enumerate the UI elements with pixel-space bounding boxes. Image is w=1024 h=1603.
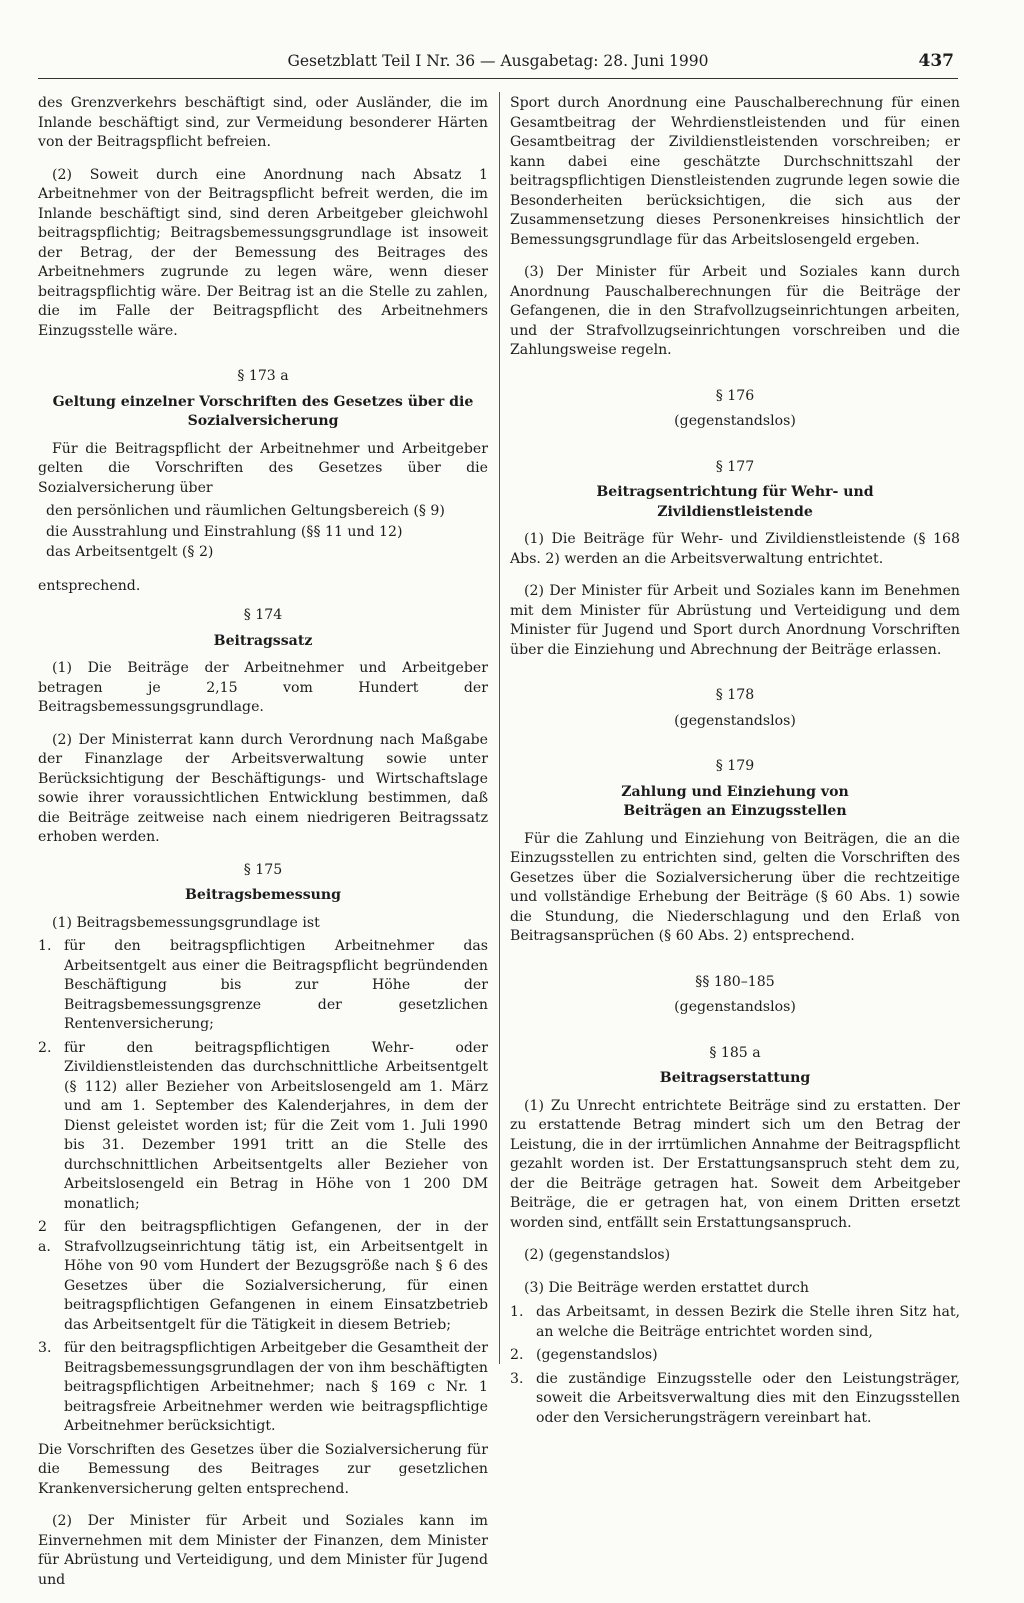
paragraph: (2) Der Ministerrat kann durch Verordnung nach Maßgabe der Finanzlage der Arbeitsverwaltung sowie unter Berücksichtigung der Beschäftigungs- und Wirtschaftslage sowie ihrer voraussichtlichen Entwicklung bestimmen, daß die Beiträge zeitweise nach einem niedrigeren Beitragssatz erhoben werden.	[38, 731, 488, 845]
item-text: das Arbeitsamt, in dessen Bezirk die Stelle ihren Sitz hat, an welche die Beiträge entrichtet worden sind,	[536, 1304, 960, 1340]
paragraph: (3) Der Minister für Arbeit und Soziales kann durch Anordnung Pauschalberechnungen für die Beiträge der Gefangenen, die in den Strafvollzugseinrichtungen arbeiten, und der Strafvollzugseinrichtungen vorschreiben und die Zahlungsweise regeln.	[510, 264, 960, 358]
page-number: 437	[918, 51, 954, 71]
gazette-title: Gesetzblatt Teil I Nr. 36 — Ausgabetag: 28. Juni 1990	[287, 52, 709, 70]
paragraph: Sport durch Anordnung eine Pauschalberechnung für einen Gesamtbeitrag der Wehrdienstleistenden und für einen Gesamtbeitrag der Zivildienstleistenden vorschreiben; er kann dabei eine geschätzte Durchschnittszahl der beitragspflichtigen Dienstleistenden zugrunde legen sowie die Besonderheiten berücksichtigen, die sich aus der Zusammensetzung dieses Personenkreises hinsichtlich der Bemessungsgrundlage für das Arbeitslosengeld ergeben.	[510, 95, 960, 248]
item-text: für den beitragspflichtigen Arbeitgeber die Gesamtheit der Beitragsbemessungsgrundlagen der von ihm beschäftigten beitragspflichtigen Arbeitnehmer; nach § 169 c Nr. 1 beitragsfreie Arbeitnehmer werden wie beitragspflichtige Arbeitnehmer berücksichtigt.	[64, 1340, 488, 1434]
paragraph: des Grenzverkehrs beschäftigt sind, oder Ausländer, die im Inlande beschäftigt sind, zur Vermeidung besonderer Härten von der Beitragspflicht befreien.	[38, 95, 488, 150]
item-number: 1.	[38, 938, 52, 954]
list-item: den persönlichen und räumlichen Geltungsbereich (§ 9)	[46, 503, 445, 519]
paragraph: (2) Der Minister für Arbeit und Soziales kann im Einvernehmen mit dem Minister der Finanzen, dem Minister für Abrüstung und Verteidigung, und dem Minister für Jugend und	[38, 1513, 488, 1588]
paragraph: (2) (gegenstandslos)	[524, 1247, 671, 1263]
section-status: (gegenstandslos)	[674, 999, 796, 1015]
section-number: § 178	[715, 687, 755, 703]
list-item	[38, 1039, 488, 1215]
paragraph: entsprechend.	[38, 577, 141, 594]
paragraph: (2) Der Minister für Arbeit und Soziales kann im Benehmen mit dem Minister für Abrüstung und Verteidigung und dem Minister für Jugend und Sport durch Anordnung Vorschriften über die Einziehung und Abrechnung der Beiträge erlassen.	[510, 583, 960, 658]
paragraph: (1) Die Beiträge für Wehr- und Zivildienstleistende (§ 168 Abs. 2) werden an die Arbeitsverwaltung entrichtet.	[510, 531, 960, 567]
section-title: Zahlung und Einziehung von Beiträgen an Einzugsstellen	[621, 783, 849, 819]
left-column	[38, 94, 488, 1603]
section-title: Geltung einzelner Vorschriften des Gesetzes über die Sozialversicherung	[52, 393, 474, 429]
paragraph: Die Vorschriften des Gesetzes über die Sozialversicherung für die Bemessung des Beitrages zur gesetzlichen Krankenversicherung gelten entsprechend.	[38, 1441, 488, 1497]
section-number: § 173 a	[237, 368, 289, 384]
section-title: Beitragserstattung	[659, 1070, 811, 1086]
section-number: § 175	[243, 861, 283, 878]
item-number: 1.	[510, 1304, 524, 1320]
paragraph: (3) Die Beiträge werden erstattet durch	[524, 1279, 809, 1296]
section-number: § 177	[715, 458, 755, 475]
section-title: Beitragsentrichtung für Wehr- und Zivildienstleistende	[596, 484, 874, 520]
list-item	[510, 1346, 960, 1366]
paragraph: (1) Zu Unrecht entrichtete Beiträge sind zu erstatten. Der zu erstattende Betrag mindert sich um den Betrag der Leistung, die in der irrtümlichen Annahme der Beitragspflicht gezahlt worden ist. Der Erstattungsanspruch steht dem zu, der die Beiträge getragen hat. Soweit dem Arbeitgeber Beiträge, die er getragen hat, von einem Dritten ersetzt worden sind, entfällt sein Erstattungsanspruch.	[510, 1097, 960, 1231]
item-number: 3.	[38, 1340, 52, 1356]
section-status: (gegenstandslos)	[674, 413, 796, 429]
section-number: § 179	[715, 758, 755, 774]
section-number: §§ 180–185	[695, 973, 775, 990]
section-number: § 174	[243, 607, 283, 623]
section-number: § 185 a	[709, 1044, 761, 1061]
section-title: Beitragssatz	[213, 632, 313, 649]
item-text: die zuständige Einzugsstelle oder den Leistungsträger, soweit die Arbeitsverwaltung dies mit den Einzugsstellen oder den Versicherungsträgern vereinbart hat.	[536, 1370, 960, 1426]
list-item	[510, 1370, 960, 1429]
list-item	[38, 937, 488, 1035]
section-title: Beitragsbemessung	[184, 887, 341, 903]
paragraph: Für die Zahlung und Einziehung von Beiträgen, die an die Einzugsstellen zu entrichten sind, gelten die Vorschriften des Gesetzes über die Sozialversicherung über die rechtzeitige und vollständige Erhebung der Beiträge (§ 60 Abs. 1) sowie die Stundung, die Niederschlagung und den Erlaß von Beitragsansprüchen (§ 60 Abs. 2) entsprechend.	[510, 830, 960, 944]
item-text: für den beitragspflichtigen Wehr- oder Zivildienstleistenden das durchschnittliche Arbeitsentgelt (§ 112) aller Bezieher von Arbeitslosengeld am 1. März und am 1. September des Kalenderjahres, in dem der Dienst geleistet worden ist; für die Zeit vom 1. Juli 1990 bis 31. Dezember 1991 tritt an die Stelle des durchschnittlichen Arbeitsentgelts aller Bezieher von Arbeitslosengeld ein Betrag in Höhe von 1 200 DM monatlich;	[64, 1039, 488, 1212]
item-text: (gegenstandslos)	[536, 1347, 658, 1363]
item-number: 3.	[510, 1370, 524, 1387]
item-text: für den beitragspflichtigen Arbeitnehmer das Arbeitsentgelt aus einer die Beitragspflicht begründenden Beschäftigung bis zur Höhe der Beitragsbemessungsgrenze der gesetzlichen Rentenversicherung;	[64, 938, 488, 1032]
page-header	[38, 50, 958, 79]
item-text: für den beitragspflichtigen Gefangenen, der in der Strafvollzugseinrichtung tätig ist, ein Arbeitsentgelt in Höhe von 90 vom Hundert der Bezugsgröße nach § 6 des Gesetzes über die Sozialversicherung, für einen beitragspflichtigen Gefangenen in einem Einsatzbetrieb das Arbeitsentgelt für die Tätigkeit in diesem Betrieb;	[64, 1219, 488, 1333]
section-number: § 176	[715, 387, 755, 404]
list-item	[38, 1339, 488, 1437]
paragraph: (2) Soweit durch eine Anordnung nach Absatz 1 Arbeitnehmer von der Beitragspflicht befreit werden, die im Inlande beschäftigt sind, sind deren Arbeitgeber gleichwohl beitragspflichtig; Beitragsbemessungsgrundlage ist insoweit der Betrag, der der Bemessung des Beitrages des Arbeitnehmers zugrunde zu legen wäre, wenn dieser beitragspflichtig wäre. Der Beitrag ist an die Stelle zu zahlen, die im Falle der Beitragspflicht des Arbeitnehmers Einzugsstelle wäre.	[38, 166, 488, 339]
paragraph: Für die Beitragspflicht der Arbeitnehmer und Arbeitgeber gelten die Vorschriften des Gesetzes über die Sozialversicherung über	[38, 440, 488, 496]
column-divider	[499, 92, 500, 1364]
right-column	[510, 94, 960, 1432]
list-item	[38, 1218, 488, 1335]
item-number: 2.	[510, 1347, 524, 1363]
list-item: das Arbeitsentgelt (§ 2)	[46, 544, 214, 560]
item-number: 2 a.	[38, 1219, 51, 1255]
section-status: (gegenstandslos)	[674, 712, 796, 729]
list-item: die Ausstrahlung und Einstrahlung (§§ 11 und 12)	[46, 523, 403, 540]
list-item	[510, 1303, 960, 1342]
paragraph: (1) Die Beiträge der Arbeitnehmer und Arbeitgeber betragen je 2,15 vom Hundert der Beitragsbemessungsgrundlage.	[38, 660, 488, 715]
item-number: 2.	[38, 1039, 52, 1056]
paragraph: (1) Beitragsbemessungsgrundlage ist	[52, 914, 320, 931]
